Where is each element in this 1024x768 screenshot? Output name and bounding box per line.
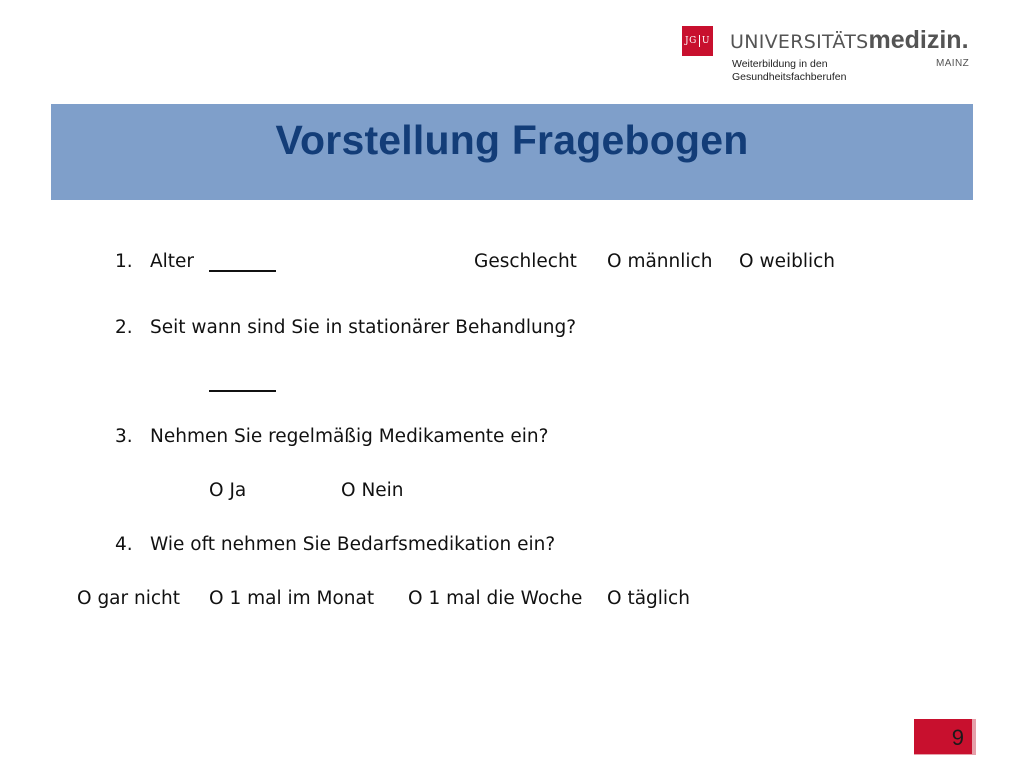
q4-option-monthly[interactable]: O 1 mal im Monat [209, 588, 375, 609]
jgu-logo-left: JG [685, 36, 697, 46]
jgu-logo-right: U [701, 36, 710, 46]
q4-label: Wie oft nehmen Sie Bedarfsmedikation ein? [150, 534, 556, 555]
q1-label: Alter [150, 251, 195, 272]
slide-title: Vorstellung Fragebogen [275, 117, 749, 163]
jgu-logo-icon [682, 26, 713, 56]
q4-option-daily[interactable]: O täglich [607, 588, 690, 609]
q1-gender-label: Geschlecht [474, 251, 577, 272]
q3-label: Nehmen Sie regelmäßig Medikamente ein? [150, 426, 549, 447]
q1-number: 1. [115, 251, 133, 272]
logo-wordmark-suffix: medizin. [868, 26, 969, 54]
q3-option-yes[interactable]: O Ja [209, 480, 247, 501]
title-band [51, 104, 973, 200]
logo-subtitle [732, 58, 846, 84]
page-number-badge [914, 719, 976, 755]
q4-option-weekly[interactable]: O 1 mal die Woche [408, 588, 583, 609]
q1-option-female[interactable]: O weiblich [739, 251, 836, 272]
q2-since-blank[interactable] [209, 390, 276, 392]
logo-subtitle-line1: Weiterbildung in den [732, 58, 828, 70]
logo-wordmark [730, 27, 969, 53]
logo-subtitle-line2: Gesundheitsfachberufen [732, 71, 847, 83]
q3-number: 3. [115, 426, 133, 447]
q2-number: 2. [115, 317, 133, 338]
logo-wordmark-prefix: UNIVERSITÄTS [730, 31, 869, 53]
q3-option-no[interactable]: O Nein [341, 480, 404, 501]
university-logo [682, 26, 982, 88]
q1-age-blank[interactable] [209, 270, 276, 272]
q4-number: 4. [115, 534, 133, 555]
logo-city: MAINZ [936, 58, 970, 69]
page-number: 9 [951, 725, 964, 750]
q4-option-never[interactable]: O gar nicht [77, 588, 181, 609]
q1-option-male[interactable]: O männlich [607, 251, 713, 272]
q2-label: Seit wann sind Sie in stationärer Behandlung? [150, 317, 577, 338]
